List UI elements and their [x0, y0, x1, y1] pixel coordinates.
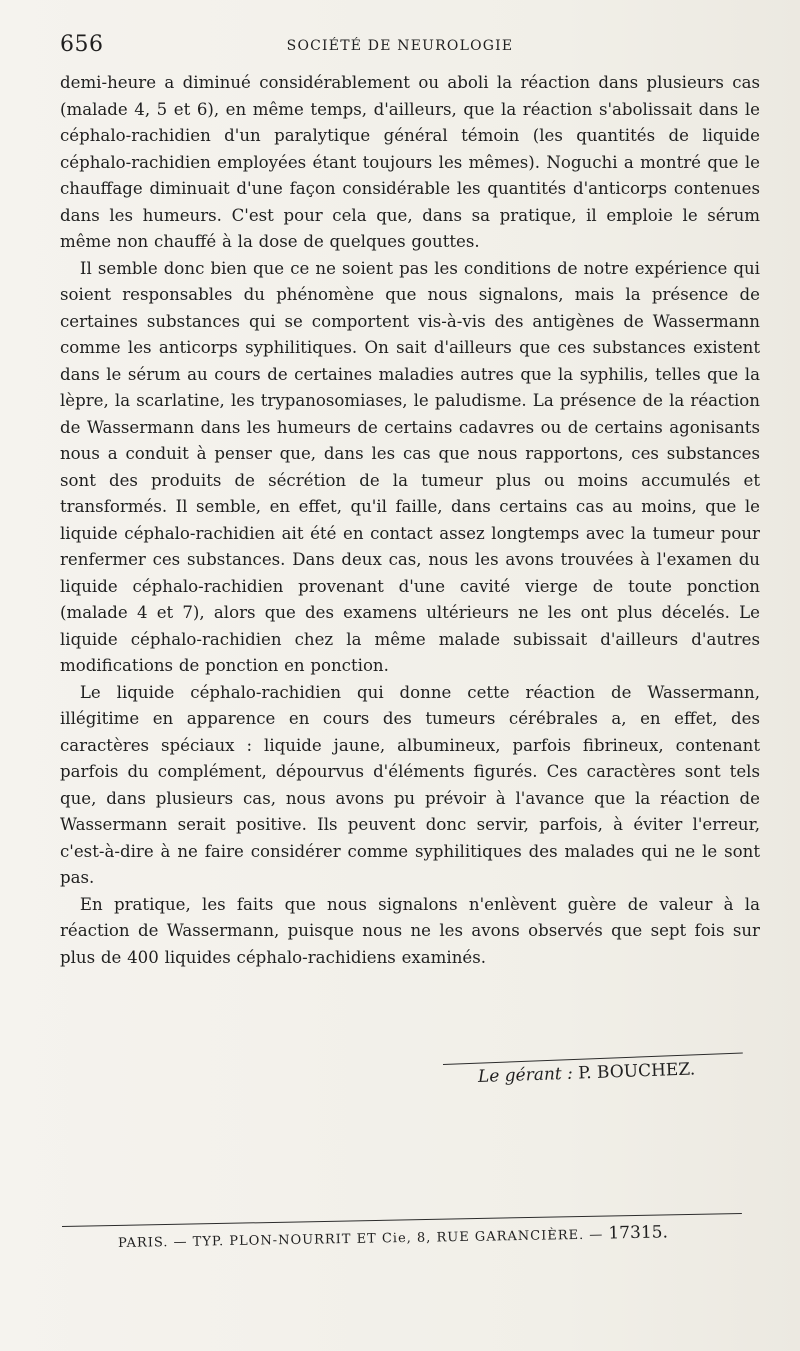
printer-imprint: [118, 1221, 738, 1252]
imprint-job-number: 17315.: [608, 1222, 669, 1244]
page-number: 656: [60, 32, 104, 57]
paragraph: Le liquide céphalo-rachidien qui donne cette réaction de Wassermann, illégitime en apparence en cours des tumeurs cérébrales a, en effet, des caractères spéciaux : liquide jaune, albumineux, parfois fibrineux, contenant parfois du complément, dépourvus d'éléments figurés. Ces caractères sont tels que, dans plusieurs cas, nous avons pu prévoir à l'avance que la réaction de Wassermann serait positive. Ils peuvent donc servir, parfois, à éviter l'erreur, c'est-à-dire à ne faire considérer comme syphilitiques des malades qui ne le sont pas.: [60, 682, 760, 887]
imprint-text: PARIS. — TYP. PLON-NOURRIT ET Cie, 8, RUE GARANCIÈRE. —: [117, 1227, 604, 1251]
signature-role: Le gérant :: [477, 1063, 574, 1087]
running-title: SOCIÉTÉ DE NEUROLOGIE: [286, 38, 514, 54]
paragraph: demi-heure a diminué considérablement ou aboli la réaction dans plusieurs cas (malade 4, 5 et 6), en même temps, d'ailleurs, que la réaction s'abolissait dans le céphalo-rachidien d'un paralytique général témoin (les quantités de liquide céphalo-rachidien employées étant toujours les mêmes). Noguchi a montré que le chauffage diminuait d'une façon considérable les quantités d'anticorps contenues dans les humeurs. C'est pour cela que, dans sa pratique, il emploie le sérum même non chauffé à la dose de quelques gouttes.: [60, 73, 760, 251]
body-text: [60, 70, 760, 971]
paragraph: Il semble donc bien que ce ne soient pas les conditions de notre expérience qui soient responsables du phénomène que nous signalons, mais la présence de certaines substances qui se comportent vis-à-vis des antigènes de Wassermann comme les anticorps syphilitiques. On sait d'ailleurs que ces substances existent dans le sérum au cours de certaines maladies autres que la syphilis, telles que la lèpre, la scarlatine, les trypanosomiases, le paludisme. La présence de la réaction de Wassermann dans les humeurs de certains cadavres ou de certains agonisants nous a conduit à penser que, dans les cas que nous rapportons, ces substances sont des produits de sécrétion de la tumeur plus ou moins accumulés et transformés. Il semble, en effet, qu'il faille, dans certains cas au moins, que le liquide céphalo-rachidien ait été en contact assez longtemps avec la tumeur pour renfermer ces substances. Dans deux cas, nous les avons trouvées à l'examen du liquide céphalo-rachidien provenant d'une cavité vierge de toute ponction (malade 4 et 7), alors que des examens ultérieurs ne les ont plus décelés. Le liquide céphalo-rachidien chez la même malade subissait d'ailleurs d'autres modifications de ponction en ponction.: [60, 258, 760, 675]
paragraph: En pratique, les faits que nous signalons n'enlèvent guère de valeur à la réaction de Wassermann, puisque nous ne les avons observés que sept fois sur plus de 400 liquides céphalo-rachidiens examinés.: [60, 894, 760, 967]
signature-name: P. BOUCHEZ.: [577, 1059, 696, 1084]
